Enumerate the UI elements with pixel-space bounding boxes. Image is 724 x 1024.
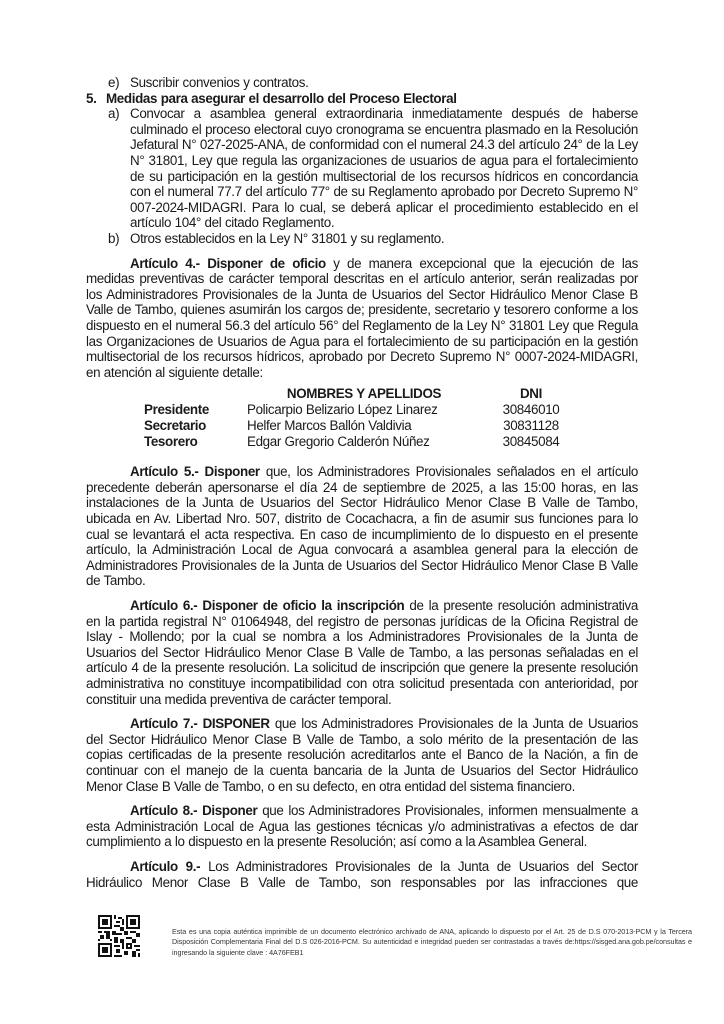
dni-cell: 30846010 [502,402,560,418]
article-body: que, los Administradores Provisionales señalados en el artículo precedente deberán apersonarse el día 24 de septiembre de 2025, a las 15:00 horas, en las instalaciones de la Junta de Usuarios del Sector Hidráulico Menor Clase B Valle de Tambo, ubicada en Av. Libertad Nro. 507, distrito de Cocachacra, a fin de asumir sus funciones para lo cual se levantará el acta respectiva. En caso de incumplimiento de lo dispuesto en el presente artículo, la Administración Local de Agua convocará a asamblea general para la elección de Administradores Provisionales de la Junta de Usuarios del Sector Hidráulico Menor Clase B Valle de Tambo. [86,464,638,589]
document-footer [98,913,698,963]
list-item-e [86,75,638,91]
article-7 [86,716,638,794]
article-9 [86,859,638,890]
article-5 [86,464,638,589]
officials-table [144,386,638,450]
dni-cell: 30831128 [503,418,559,434]
table-row [144,402,638,418]
column-header-dni: DNI [519,386,542,402]
section-5-heading [86,91,638,107]
list-item-text: Suscribir convenios y contratos. [130,75,309,90]
name-cell: Edgar Gregorio Calderón Núñez [247,434,430,450]
list-item-a [86,106,638,231]
article-body: y de manera excepcional que la ejecución de las medidas preventivas de carácter temporal descritas en el artículo anterior, serán realizadas por los Administradores Provisionales de la Junta de Usuarios del Sector Hidráulico Menor Clase B Valle de Tambo, quienes asumirán los cargos de; presidente, secretario y tesorero conforme a los dispuesto en el numeral 56.3 del artículo 56° del Reglamento de la Ley N° 31801 Ley que Regula las Organizaciones de Usuarios de Agua para el fortalecimiento de su participación en la gestión multisectorial de los recursos hídricos, aprobado por Decreto Supremo N° 0007-2024-MIDAGRI, en atención al siguiente detalle: [86,255,638,380]
list-item-text: Otros establecidos en la Ley N° 31801 y su reglamento. [130,230,445,246]
list-marker: e) [108,75,120,90]
table-row [144,418,638,434]
article-body: que los Administradores Provisionales de la Junta de Usuarios del Sector Hidráulico Menor Clase B Valle de Tambo, a solo mérito de la presentación de las copias certificadas de la presente resolución acreditarlos ante el Banco de la Nación, a fin de continuar con el manejo de la cuenta bancaria de la Junta de Usuarios del Sector Hidráulico Menor Clase B Valle de Tambo, o en su defecto, en otra entidad del sistema financiero. [86,716,638,794]
role-cell: Tesorero [144,434,198,450]
qr-code-icon [98,915,140,957]
article-body: que los Administradores Provisionales, informen mensualmente a esta Administración Local de Agua las gestiones técnicas y/o administrativas a efectos de dar cumplimiento a lo dispuesto en la presente Resolución; así como a la Asamblea General. [86,803,638,850]
list-marker: a) [108,106,120,122]
article-lead: Artículo 7.- DISPONER [130,716,270,732]
role-cell: Presidente [144,402,209,418]
article-lead: Artículo 9.- [130,858,201,874]
article-4 [86,256,638,381]
dni-cell: 30845084 [502,434,560,450]
article-6 [86,598,638,707]
section-title: Medidas para asegurar el desarrollo del Proceso Electoral [106,90,457,106]
article-lead: Artículo 6.- Disponer de oficio la inscripción [130,598,405,614]
article-lead: Artículo 5.- Disponer [130,464,260,480]
name-cell: Helfer Marcos Ballón Valdivia [247,418,412,434]
column-header-name: NOMBRES Y APELLIDOS [286,386,442,402]
list-item-text: Convocar a asamblea general extraordinaria inmediatamente después de haberse culminado el proceso electoral cuyo cronograma se encuentra plasmado en la Resolución Jefatural N° 027-2025-ANA, de conformidad con el numeral 24.3 del artículo 24° de la Ley N° 31801, Ley que regula las organizaciones de usuarios de agua para el fortalecimiento de su participación en la gestión multisectorial de los recursos hídricos en concordancia con el numeral 77.7 del artículo 77° de su Reglamento aprobado por Decreto Supremo N° 007-2024-MIDAGRI. Para lo cual, se deberá aplicar el procedimiento establecido en el artículo 104° del citado Reglamento. [130,106,638,231]
authenticity-notice: Esta es una copia auténtica imprimible de un documento electrónico archivado de ANA, aplicando lo dispuesto por el Art. 25 de D.S 070-2013-PCM y la Tercera Disposición Complementaria Final del D.S 026-2016-PCM. Su autenticidad e integridad pueden ser contrastadas a través de:https://sisged.ana.gob.pe/consultas e ingresando la siguiente clave : 4A76FEB1 [172,927,692,957]
role-cell: Secretario [144,418,207,434]
article-lead: Artículo 8.- Disponer [130,803,258,819]
article-body: de la presente resolución administrativa en la partida registral N° 01064948, del registro de personas jurídicas de la Oficina Registral de Islay - Mollendo; por la cual se nombra a los Administradores Provisionales de la Junta de Usuarios del Sector Hidráulico Menor Clase B Valle de Tambo, a las personas señaladas en el artículo 4 de la presente resolución. La solicitud de inscripción que genere la presente resolución administrativa no constituye incompatibilidad con otra solicitud presentada con anterioridad, por constituir una medida preventiva de carácter temporal. [86,598,638,707]
article-lead: Artículo 4.- Disponer de oficio [130,255,326,271]
officials-table-header [144,386,638,402]
list-item-b [86,231,638,247]
article-8 [86,803,638,850]
list-marker: b) [108,230,120,246]
section-number: 5. [86,90,97,106]
article-body: Los Administradores Provisionales de la Junta de Usuarios del Sector Hidráulico Menor Clase B Valle de Tambo, son responsables por las infracciones que [86,858,638,890]
name-cell: Policarpio Belizario López Linarez [247,402,438,418]
table-row [144,434,638,450]
document-page [86,75,638,890]
